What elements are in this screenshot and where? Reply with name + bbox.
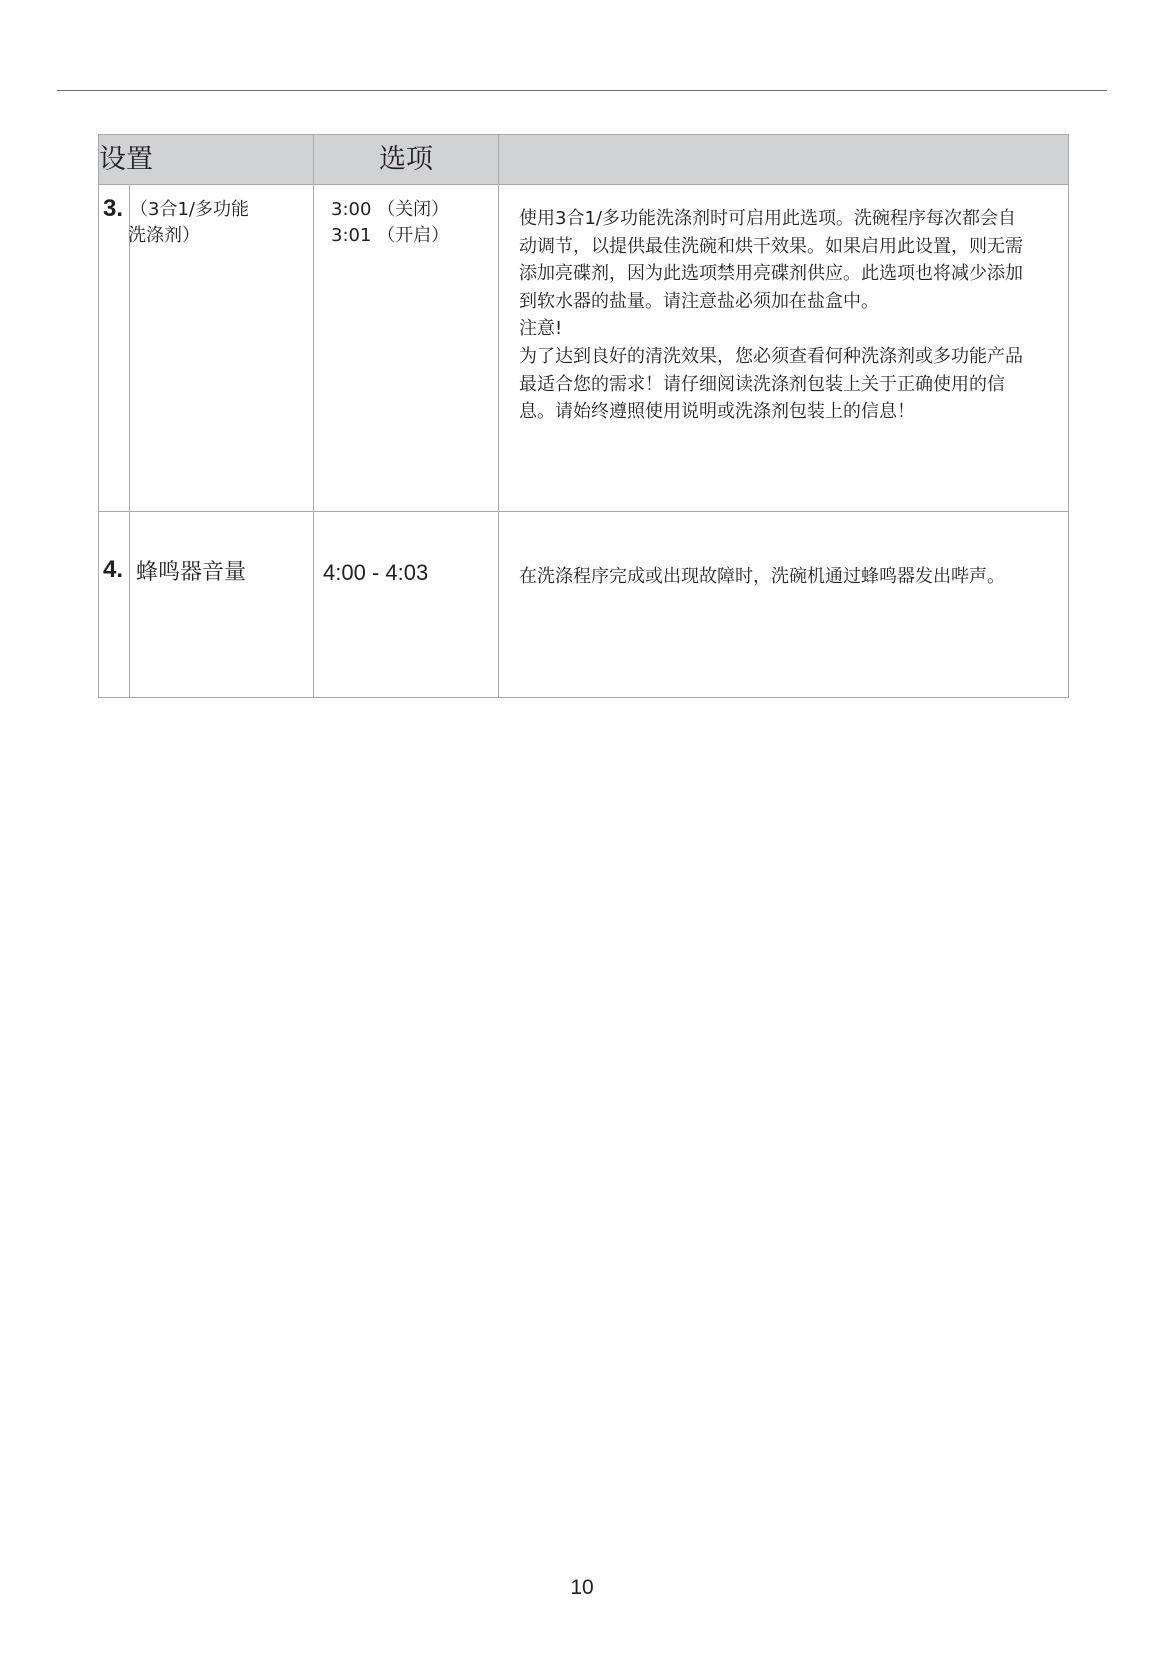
settings-table bbox=[98, 134, 1069, 698]
setting-options bbox=[314, 185, 499, 512]
option-value: 3:01 （开启） bbox=[331, 225, 450, 246]
setting-name-line: 洗涤剂） bbox=[128, 225, 200, 246]
note-title: 注意! bbox=[519, 318, 563, 340]
setting-name-line: （3合1/多功能 bbox=[130, 199, 249, 220]
setting-name: 蜂鸣器音量 bbox=[130, 512, 314, 698]
table-row bbox=[99, 512, 1069, 698]
page-number: 10 bbox=[570, 1576, 594, 1599]
header-description bbox=[499, 135, 1069, 185]
row-number: 3. bbox=[99, 185, 130, 512]
table-row bbox=[99, 185, 1069, 512]
option-value: 3:00 （关闭） bbox=[331, 199, 450, 220]
row-number: 4. bbox=[99, 512, 130, 698]
setting-name bbox=[130, 185, 314, 512]
setting-options: 4:00 - 4:03 bbox=[314, 512, 499, 698]
setting-description: 在洗涤程序完成或出现故障时，洗碗机通过蜂鸣器发出哔声。 bbox=[499, 512, 1069, 698]
top-divider bbox=[57, 90, 1107, 91]
note-text: 为了达到良好的清洗效果，您必须查看何种洗涤剂或多功能产品最适合您的需求！请仔细阅读洗涤剂包装上关于正确使用的信息。请始终遵照使用说明或洗涤剂包装上的信息！ bbox=[519, 345, 1023, 423]
header-setting: 设置 bbox=[99, 135, 314, 185]
description-text: 使用3合1/多功能洗涤剂时可启用此选项。洗碗程序每次都会自动调节，以提供最佳洗碗和烘干效果。如果启用此设置，则无需添加亮碟剂，因为此选项禁用亮碟剂供应。此选项也将减少添加到软水器的盐量。请注意盐必须加在盐盒中。 bbox=[519, 208, 1023, 312]
table-header-row bbox=[99, 135, 1069, 185]
setting-description bbox=[499, 185, 1069, 512]
header-option: 选项 bbox=[314, 135, 499, 185]
